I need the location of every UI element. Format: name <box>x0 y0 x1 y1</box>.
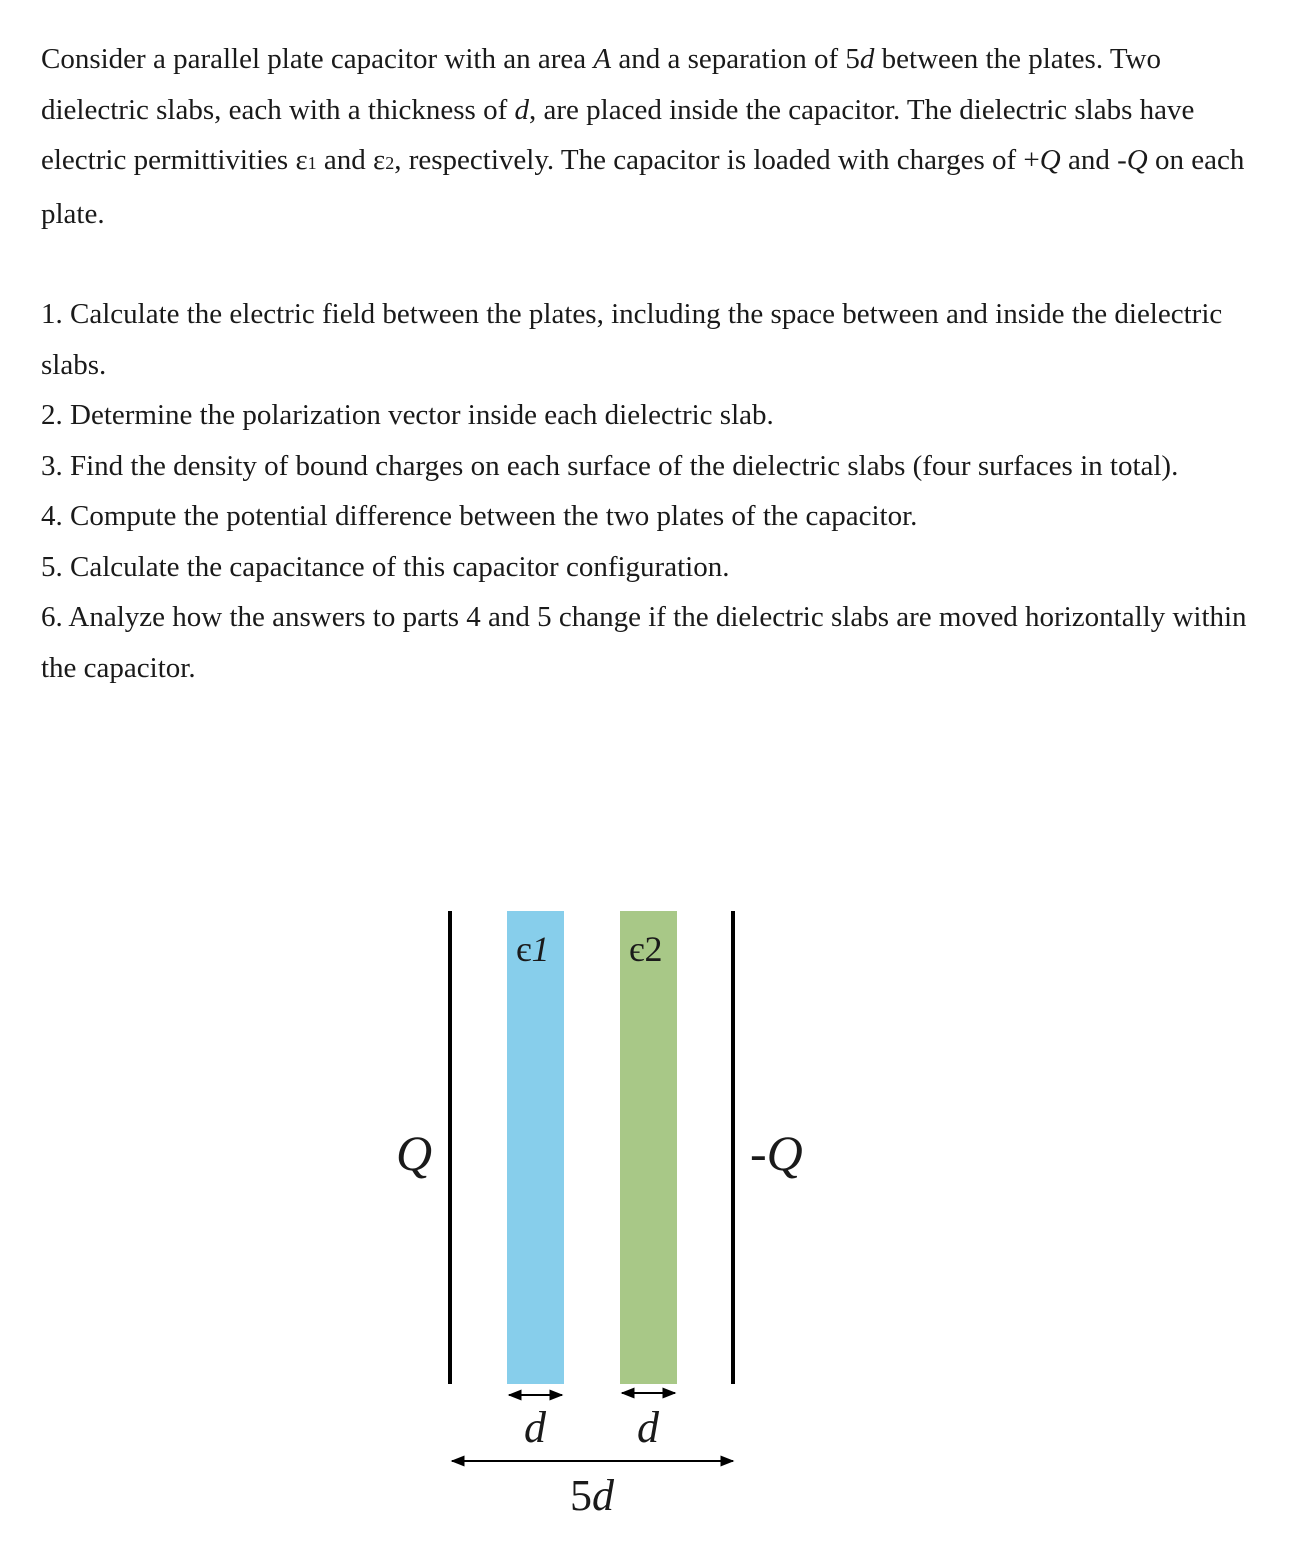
intro-text-2: and a separation of 5 <box>611 43 860 75</box>
intro-text-5: and <box>316 144 374 176</box>
right-charge-label: -Q <box>750 1125 803 1181</box>
eps1-subscript: 1 <box>307 153 317 173</box>
intro-text-6: , respectively. The capacitor is loaded with charges of + <box>394 144 1040 176</box>
question-item: 2. Determine the polarization vector inside each dielectric slab. <box>41 399 774 431</box>
eps2-symbol: ε <box>373 144 386 176</box>
total-width-label: 5d <box>570 1471 614 1520</box>
dielectric-slab-1 <box>507 911 564 1384</box>
question-item: 5. Calculate the capacitance of this capacitor configuration. <box>41 550 730 583</box>
charge-symbol-negative: Q <box>1126 144 1148 176</box>
question-item: 4. Compute the potential difference between the two plates of the capacitor. <box>41 500 918 532</box>
intro-text-4: , are placed inside the capacitor. The dielectric slabs have electric permittivities <box>41 93 1195 176</box>
question-item: 1. Calculate the electric field between the plates, including the space between and inside the dielectric slabs. <box>41 298 1223 381</box>
left-charge-label: Q <box>396 1125 433 1181</box>
intro-text-1: Consider a parallel plate capacitor with an area <box>41 43 594 75</box>
slab2-label: є2 <box>629 929 663 969</box>
thickness-symbol: d <box>514 93 530 126</box>
question-item: 3. Find the density of bound charges on each surface of the dielectric slabs (four surfaces in total). <box>41 449 1179 482</box>
charge-symbol-positive: Q <box>1039 144 1061 176</box>
slab1-width-label: d <box>524 1403 546 1452</box>
separation-symbol: d <box>859 43 875 75</box>
eps2-subscript: 2 <box>385 153 395 173</box>
intro-text-3: between the plates. Two dielectric slabs, each with a thickness of <box>41 43 1161 126</box>
intro-text-8: on each plate. <box>41 144 1245 230</box>
question-item: 6. Analyze how the answers to parts 4 and 5 change if the dielectric slabs are moved horizontally within the capacitor. <box>41 601 1247 684</box>
area-symbol: A <box>593 43 612 75</box>
intro-text-7: and - <box>1060 144 1127 176</box>
slab1-label: є1 <box>516 929 550 969</box>
eps1-symbol: ε <box>295 144 308 176</box>
slab2-width-label: d <box>637 1403 659 1452</box>
dielectric-slab-2 <box>620 911 677 1384</box>
